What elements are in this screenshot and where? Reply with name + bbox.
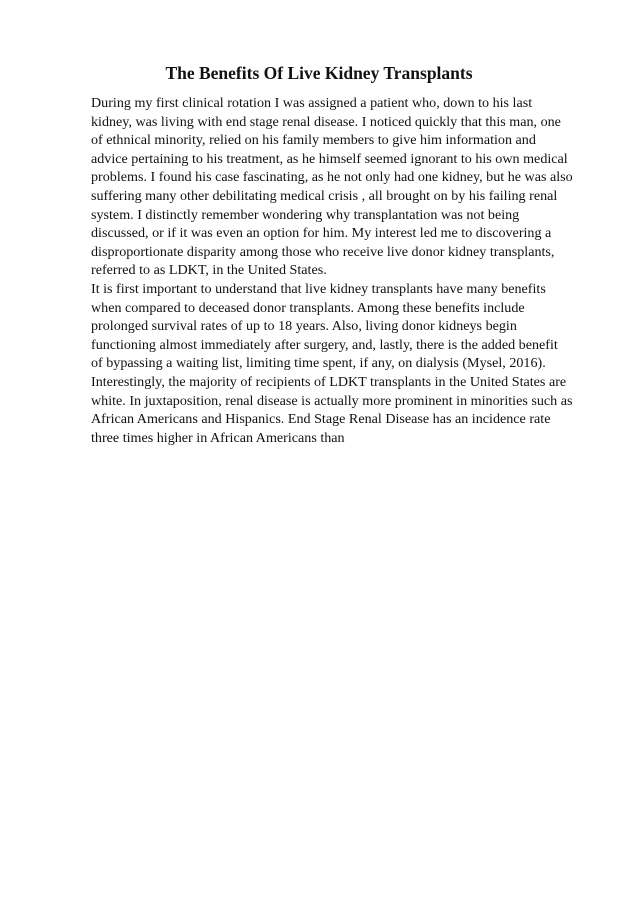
text-line: functioning almost immediately after surgery, and, lastly, there is the added benefit [91, 336, 558, 353]
document-title: The Benefits Of Live Kidney Transplants [165, 63, 473, 83]
text-line: of bypassing a waiting list, limiting time spent, if any, on dialysis (Mysel, 2016). [91, 355, 546, 372]
text-line: advice pertaining to his treatment, as he himself seemed ignorant to his own medical [91, 150, 568, 167]
text-line: It is first important to understand that live kidney transplants have many benefits [91, 280, 546, 297]
text-line: kidney, was living with end stage renal disease. I noticed quickly that this man, one [91, 113, 561, 130]
text-line: when compared to deceased donor transplants. Among these benefits include [91, 299, 525, 316]
text-line: Interestingly, the majority of recipients of LDKT transplants in the United States are [91, 373, 567, 390]
text-line: white. In juxtaposition, renal disease is actually more prominent in minorities such as [91, 392, 573, 409]
text-line: three times higher in African Americans than [91, 429, 345, 446]
text-line: During my first clinical rotation I was assigned a patient who, down to his last [91, 95, 533, 111]
text-line: problems. I found his case fascinating, as he not only had one kidney, but he was also [91, 169, 573, 186]
text-line: African Americans and Hispanics. End Stage Renal Disease has an incidence rate [91, 411, 551, 428]
text-line: suffering many other debilitating medical crisis , all brought on by his failing renal [91, 187, 558, 204]
text-line: of ethnical minority, relied on his family members to give him information and [91, 132, 536, 149]
text-line: disproportionate disparity among those who receive live donor kidney transplants, [91, 243, 555, 260]
text-line: referred to as LDKT, in the United States. [91, 262, 327, 279]
text-line: prolonged survival rates of up to 18 years. Also, living donor kidneys begin [91, 318, 517, 335]
document-body [91, 94, 573, 447]
text-line: system. I distinctly remember wondering why transplantation was not being [91, 206, 520, 223]
text-line: discussed, or if it was even an option for him. My interest led me to discovering a [91, 225, 552, 242]
